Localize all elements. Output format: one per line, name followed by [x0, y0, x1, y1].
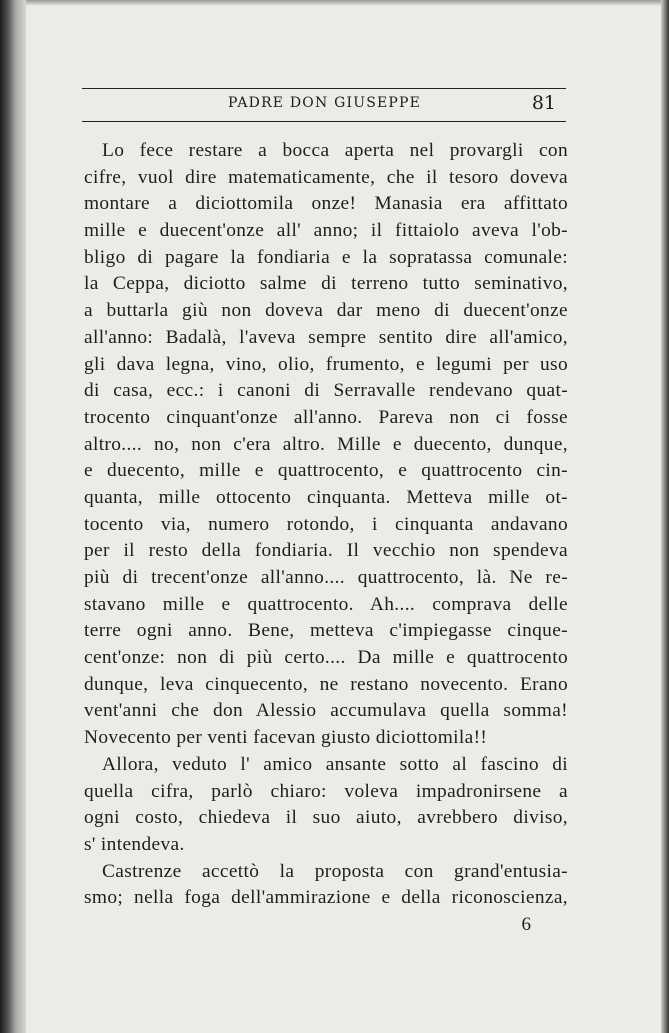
text-line: Novecento per venti facevan giusto diciottomila!! [84, 727, 488, 749]
text-line: per il resto della fondiaria. Il vecchio non spendeva [84, 540, 568, 562]
text-line: trocento cinquant'onze all'anno. Pareva non ci fosse [84, 406, 568, 428]
paragraph [84, 859, 568, 912]
text-line: a buttarla giù non doveva dar meno di duecent'onze [84, 300, 568, 322]
paragraph [84, 752, 568, 859]
running-title: PADRE DON GIUSEPPE [228, 95, 422, 111]
text-line: Lo fece restare a bocca aperta nel provargli con [102, 140, 568, 161]
page-number: 81 [531, 92, 556, 114]
text-line: altro.... no, non c'era altro. Mille e duecento, dunque, [84, 433, 568, 455]
text-line: s' intendeva. [84, 833, 185, 855]
text-line: Allora, veduto l' amico ansante sotto al fascino di [102, 753, 568, 775]
text-line: ogni costo, chiedeva il suo aiuto, avrebbero diviso, [84, 807, 568, 829]
text-line: stavano mille e quattrocento. Ah.... comprava delle [84, 593, 568, 615]
text-line: la Ceppa, diciotto salme di terreno tutto seminativo, [84, 273, 568, 295]
text-line: di casa, ecc.: i canoni di Serravalle rendevano quat- [84, 380, 568, 402]
text-line: smo; nella foga dell'ammirazione e della riconoscienza, [84, 887, 568, 909]
text-line: terre ogni anno. Bene, metteva c'impiegasse cinque- [84, 620, 568, 642]
text-line: cent'onze: non di più certo.... Da mille e quattrocento [84, 647, 568, 669]
text-line: montare a diciottomila onze! Manasia era affittato [84, 193, 568, 215]
text-line: tocento via, numero rotondo, i cinquanta andavano [84, 513, 568, 535]
text-line: vent'anni che don Alessio accumulava quella somma! [84, 700, 568, 722]
text-line: gli dava legna, vino, olio, frumento, e legumi per uso [84, 353, 568, 375]
running-header [82, 88, 566, 122]
page-right-edge [661, 0, 669, 1033]
binding-gutter-shadow [0, 0, 26, 1033]
text-line: e duecento, mille e quattrocento, e quattrocento cin- [84, 460, 568, 482]
text-line: all'anno: Badalà, l'aveva sempre sentito dire all'amico, [84, 326, 568, 348]
text-line: quella cifra, parlò chiaro: voleva impadronirsene a [84, 780, 568, 802]
signature-mark: 6 [521, 914, 531, 935]
page-top-edge [0, 0, 669, 6]
paragraph [84, 138, 568, 752]
text-line: bligo di pagare la fondiaria e la sopratassa comunale: [84, 246, 568, 268]
text-line: cifre, vuol dire matematicamente, che il tesoro doveva [84, 166, 568, 188]
body-text [84, 138, 568, 912]
text-line: quanta, mille ottocento cinquanta. Metteva mille ot- [84, 486, 568, 508]
text-line: dunque, leva cinquecento, ne restano novecento. Erano [84, 673, 568, 695]
text-line: mille e duecent'onze all' anno; il fittaiolo aveva l'ob- [84, 220, 568, 242]
text-line: più di trecent'onze all'anno.... quattrocento, là. Ne re- [84, 567, 568, 588]
text-line: Castrenze accettò la proposta con grand'entusia- [102, 860, 568, 882]
